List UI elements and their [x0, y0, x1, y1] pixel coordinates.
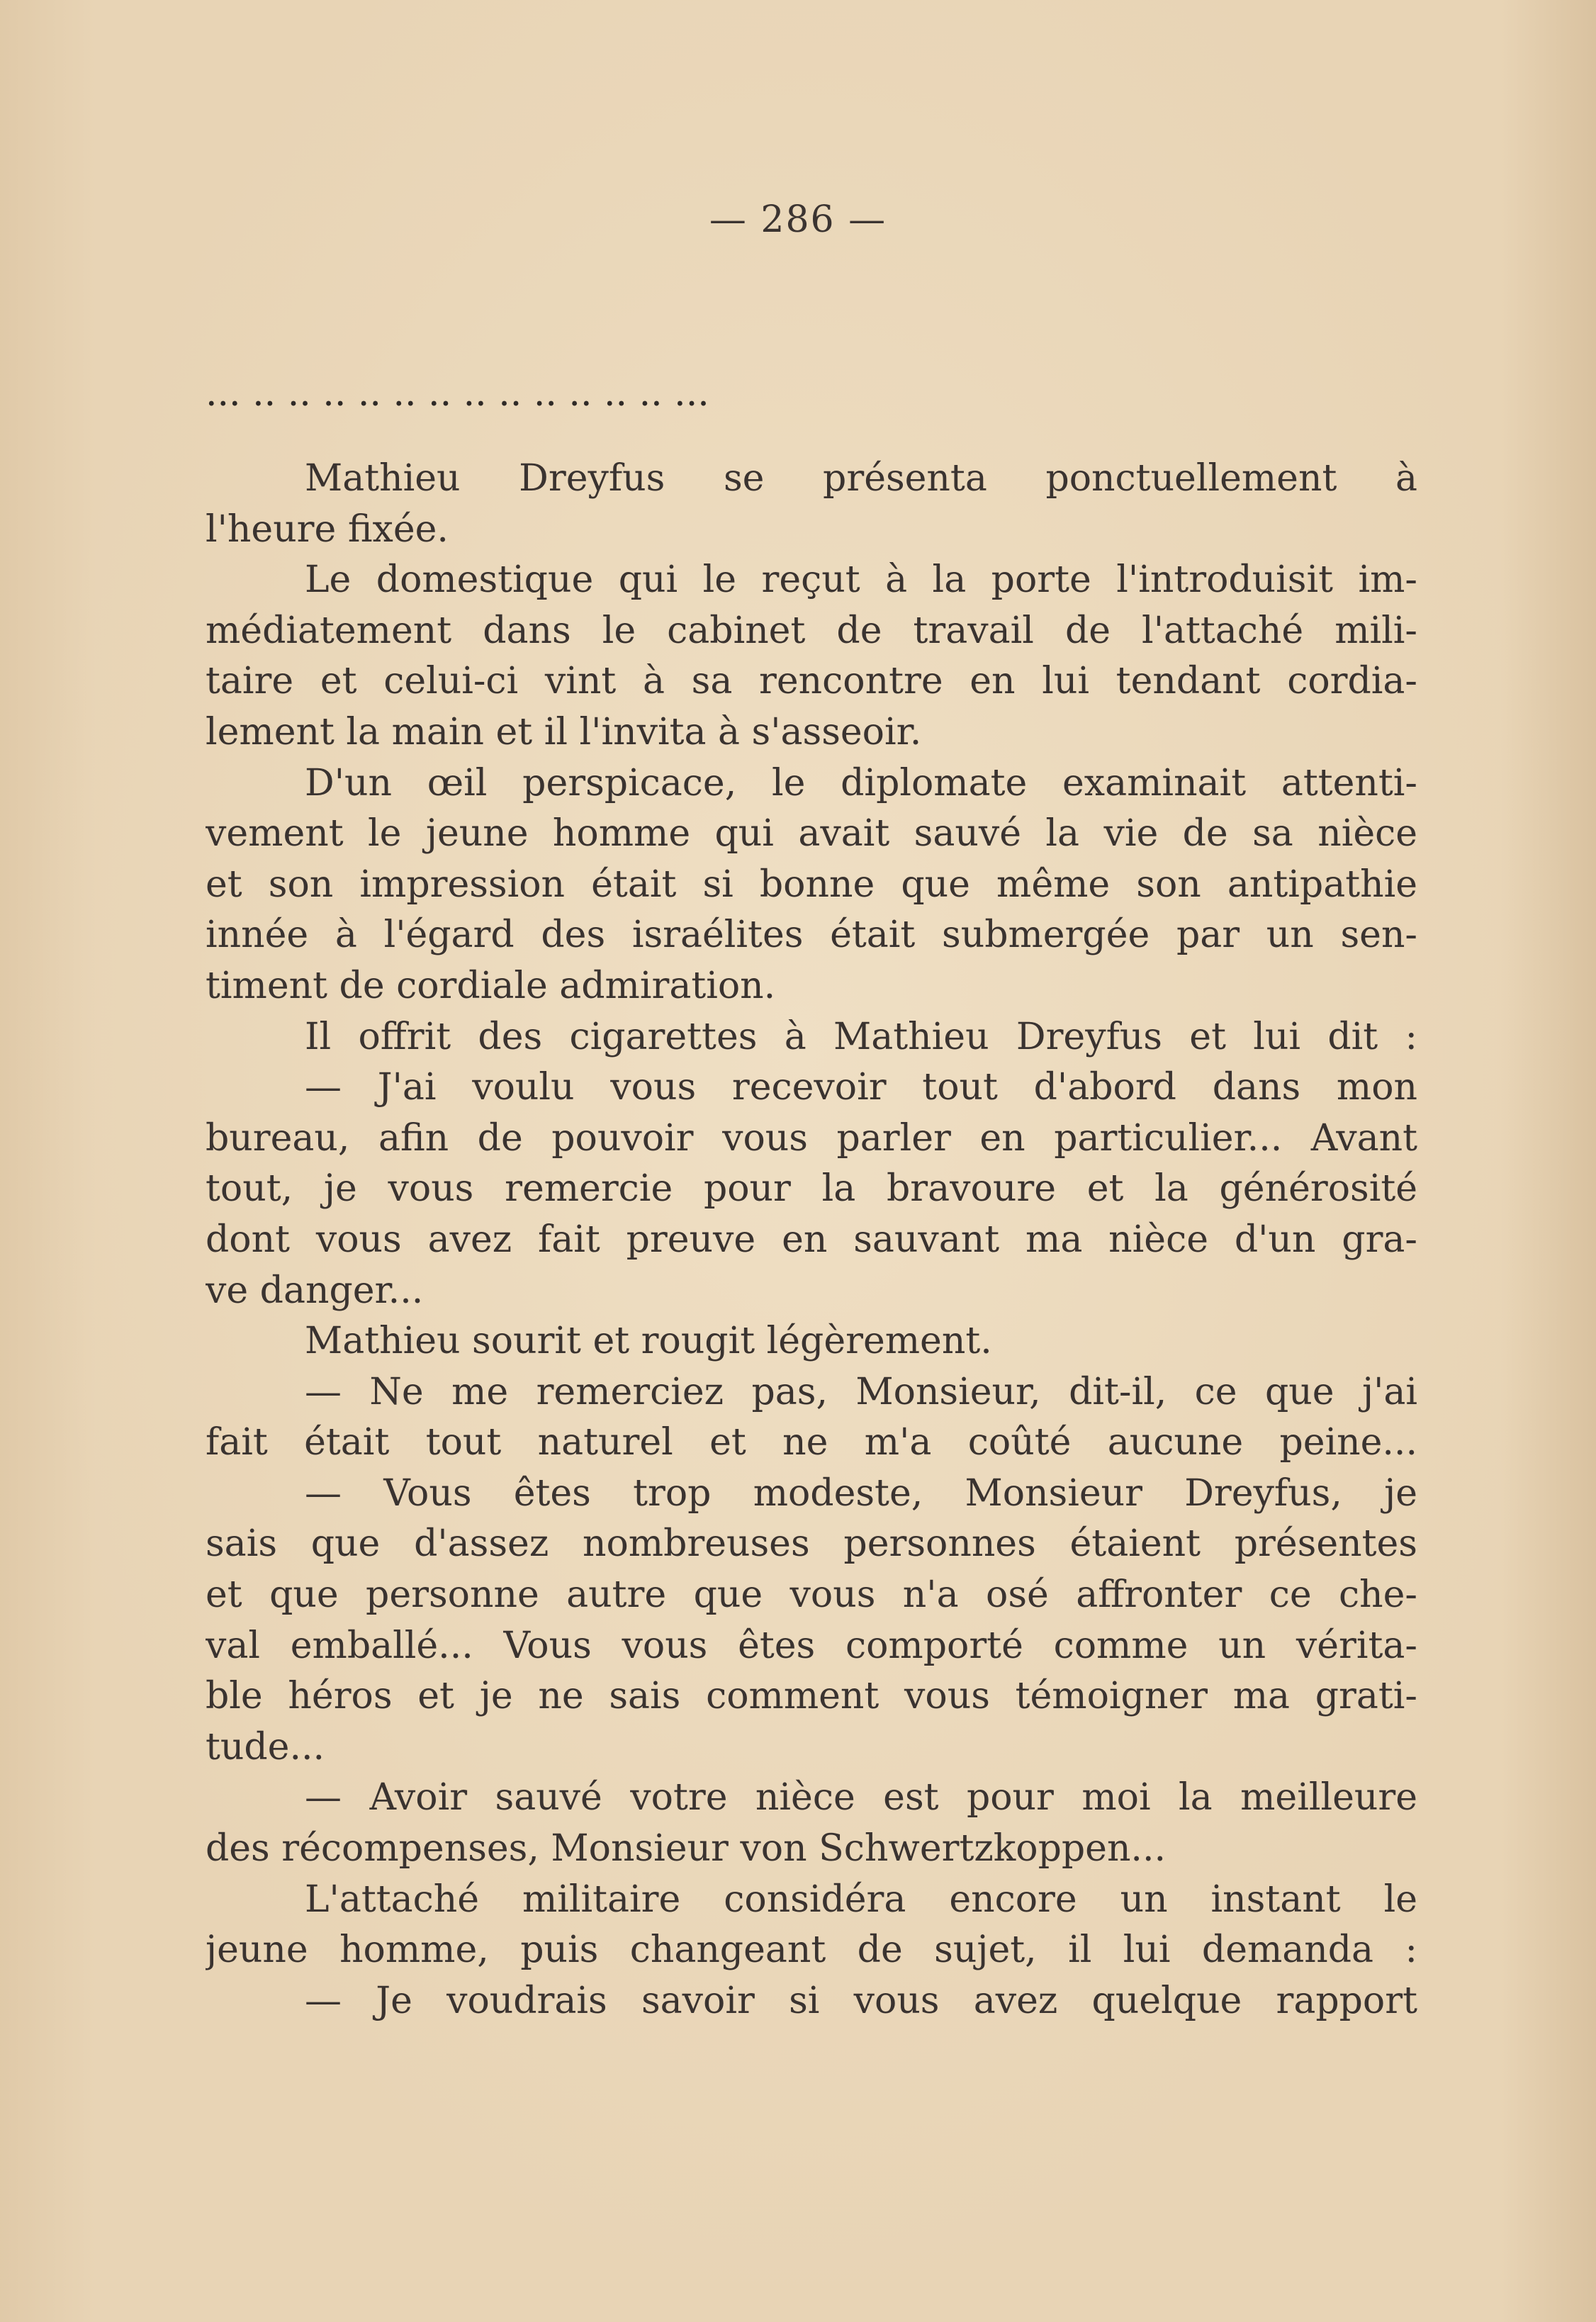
text-line: dont vous avez fait preuve en sauvant ma nièce d'un gra-: [206, 1218, 1417, 1261]
text-line: D'un œil perspicace, le diplomate examinait attenti-: [305, 761, 1417, 804]
text-line: Le domestique qui le reçut à la porte l'introduisit im-: [305, 559, 1417, 602]
text-line: — Vous êtes trop modeste, Monsieur Dreyfus, je: [305, 1471, 1417, 1515]
text-line: lement la main et il l'invita à s'asseoir.: [206, 710, 922, 753]
text-line: — J'ai voulu vous recevoir tout d'abord dans mon: [305, 1066, 1417, 1109]
text-line: Mathieu sourit et rougit légèrement.: [305, 1320, 992, 1363]
text-line: tout, je vous remercie pour la bravoure et la générosité: [206, 1167, 1417, 1211]
text-line: des récompenses, Monsieur von Schwertzkoppen...: [206, 1827, 1167, 1870]
text-line: l'heure fixée.: [206, 507, 449, 551]
text-line: Mathieu Dreyfus se présenta ponctuellement à: [305, 457, 1417, 500]
body-text: [206, 454, 1417, 2026]
text-line: et son impression était si bonne que même son antipathie: [206, 863, 1417, 906]
text-line: tude...: [206, 1725, 325, 1768]
text-line: L'attaché militaire considéra encore un instant le: [305, 1878, 1417, 1921]
text-line: ve danger...: [206, 1269, 424, 1312]
text-line: jeune homme, puis changeant de sujet, il lui demanda :: [206, 1929, 1417, 1972]
text-line: vement le jeune homme qui avait sauvé la vie de sa nièce: [206, 812, 1417, 856]
text-line: ble héros et je ne sais comment vous témoigner ma grati-: [206, 1675, 1417, 1718]
text-line: — Avoir sauvé votre nièce est pour moi la meilleure: [305, 1776, 1417, 1819]
text-line: sais que d'assez nombreuses personnes étaient présentes: [206, 1522, 1417, 1566]
text-line: taire et celui-ci vint à sa rencontre en lui tendant cordia-: [206, 660, 1417, 703]
text-line: val emballé... Vous vous êtes comporté comme un vérita-: [206, 1624, 1417, 1667]
text-line: médiatement dans le cabinet de travail de l'attaché mili-: [206, 609, 1417, 652]
text-line: bureau, afin de pouvoir vous parler en particulier... Avant: [206, 1116, 1417, 1160]
text-line: Il offrit des cigarettes à Mathieu Dreyfus et lui dit :: [305, 1015, 1417, 1058]
text-line: et que personne autre que vous n'a osé affronter ce che-: [206, 1574, 1417, 1617]
section-separator: ... .. .. .. .. .. .. .. .. .. .. .. .. ...: [206, 372, 709, 415]
text-line: timent de cordiale admiration.: [206, 964, 776, 1007]
page-number: — 286 —: [709, 198, 887, 241]
text-line: — Je voudrais savoir si vous avez quelque rapport: [305, 1979, 1417, 2022]
text-line: innée à l'égard des israélites était submergée par un sen-: [206, 914, 1417, 957]
text-line: fait était tout naturel et ne m'a coûté aucune peine...: [206, 1421, 1417, 1464]
text-line: — Ne me remerciez pas, Monsieur, dit-il, ce que j'ai: [305, 1370, 1417, 1413]
